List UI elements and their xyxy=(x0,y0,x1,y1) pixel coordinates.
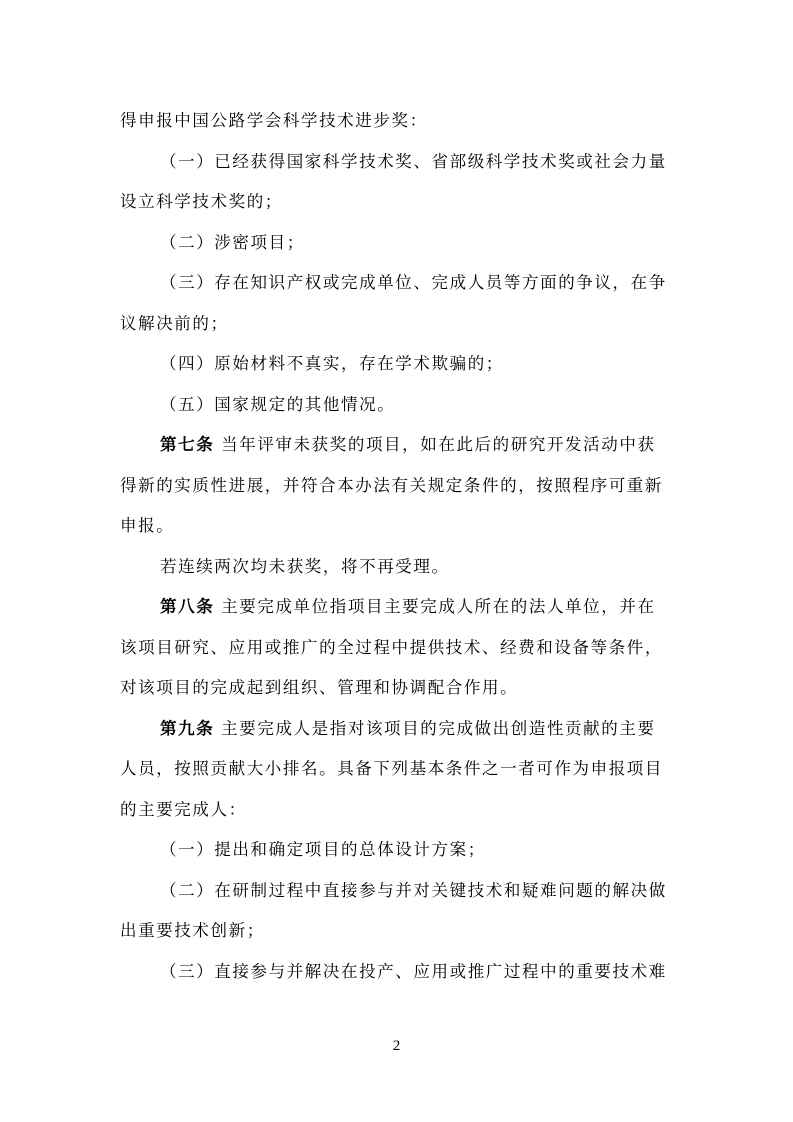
article-8-first-line xyxy=(120,587,674,628)
text-line: 出重要技术创新； xyxy=(120,921,265,940)
text-fragment: 主要完成人是指对该项目的完成做出创造性贡献的主要 xyxy=(214,718,656,738)
article-9-title: 第九条 xyxy=(160,718,215,738)
list-item: （四）原始材料不真实，存在学术欺骗的； xyxy=(160,354,504,373)
text-line: 议解决前的； xyxy=(120,313,229,333)
article-7-first-line xyxy=(120,425,674,466)
text-fragment: 当年评审未获奖的项目，如在此后的研究开发活动中获 xyxy=(214,435,656,454)
text-line: 若连续两次均未获奖，将不再受理。 xyxy=(160,556,450,576)
list-item: （三）直接参与并解决在投产、应用或推广过程中的重要技术难 xyxy=(160,961,667,981)
list-item: （五）国家规定的其他情况。 xyxy=(160,394,396,414)
text-line: 的主要完成人： xyxy=(120,799,247,819)
list-item: （一）提出和确定项目的总体设计方案； xyxy=(160,840,486,859)
text-line: 得新的实质性进展，并符合本办法有关规定条件的，按照程序可重新 xyxy=(120,475,663,495)
article-8-title: 第八条 xyxy=(160,597,215,616)
text-fragment: 主要完成单位指项目主要完成人所在的法人单位，并在 xyxy=(214,597,656,616)
text-line: 申报。 xyxy=(120,516,175,535)
body-text xyxy=(120,101,674,992)
article-7-title: 第七条 xyxy=(160,435,215,454)
text-line: 设立科学技术奖的； xyxy=(120,192,283,211)
text-line: 对该项目的完成起到组织、管理和协调配合作用。 xyxy=(120,678,519,697)
list-item: （二）在研制过程中直接参与并对关键技术和疑难问题的解决做 xyxy=(160,880,667,900)
text-line: 人员，按照贡献大小排名。具备下列基本条件之一者可作为申报项目 xyxy=(120,759,663,778)
text-line: 该项目研究、应用或推广的全过程中提供技术、经费和设备等条件， xyxy=(120,637,663,657)
list-item: （二）涉密项目； xyxy=(160,232,305,252)
list-item: （三）存在知识产权或完成单位、完成人员等方面的争议，在争 xyxy=(160,273,667,292)
page-number: 2 xyxy=(392,1038,401,1054)
list-item: （一）已经获得国家科学技术奖、省部级科学技术奖或社会力量 xyxy=(160,151,667,171)
article-9-first-line xyxy=(120,709,674,750)
text-line: 得申报中国公路学会科学技术进步奖： xyxy=(120,111,428,130)
